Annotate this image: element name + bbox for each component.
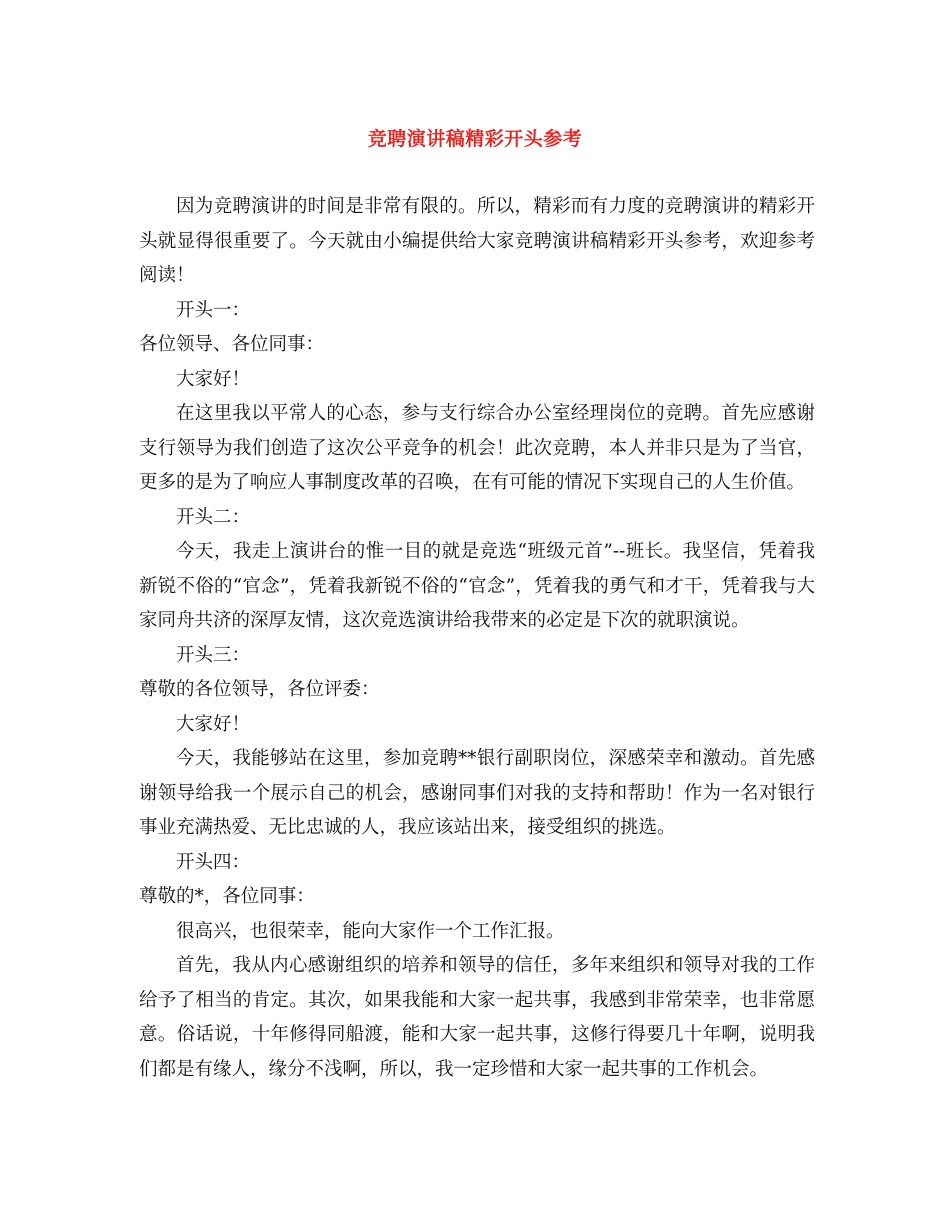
salutation: 各位领导、各位同事：: [139, 334, 325, 355]
document-title: 竞聘演讲稿精彩开头参考: [367, 128, 583, 150]
section-heading-1: 开头一：: [176, 299, 251, 321]
paragraph: 今天，我能够站在这里，参加竞聘**银行副职岗位，深感荣幸和激动。首先感谢领导给我一个展示自己的机会，感谢同事们对我的支持和帮助！作为一名对银行事业充满热爱、无比忠诚的人，我应该站出来，接受组织的挑选。: [139, 748, 815, 838]
paragraph: 今天，我走上演讲台的惟一目的就是竞选“班级元首”--班长。我坚信，凭着我新锐不俗的“官念”，凭着我新锐不俗的“官念”，凭着我的勇气和才干，凭着我与大家同舟共济的深厚友情，这次竞选演讲给我带来的必定是下次的就职演说。: [139, 541, 815, 631]
greeting: 大家好！: [176, 713, 251, 735]
section-heading-2: 开头二：: [176, 506, 251, 528]
paragraph: 在这里我以平常人的心态，参与支行综合办公室经理岗位的竞聘。首先应感谢支行领导为我们创造了这次公平竞争的机会！此次竞聘，本人并非只是为了当官，更多的是为了响应人事制度改革的召唤，在有可能的情况下实现自己的人生价值。: [139, 403, 815, 493]
paragraph: 很高兴，也很荣幸，能向大家作一个工作汇报。: [176, 920, 565, 942]
paragraph: 首先，我从内心感谢组织的培养和领导的信任，多年来组织和领导对我的工作给予了相当的肯定。其次，如果我能和大家一起共事，我感到非常荣幸，也非常愿意。俗话说，十年修得同船渡，能和大家一起共事，这修行得要几十年啊，说明我们都是有缘人，缘分不浅啊，所以，我一定珍惜和大家一起共事的工作机会。: [139, 955, 815, 1080]
section-heading-4: 开头四：: [176, 851, 251, 873]
salutation: 尊敬的*，各位同事：: [139, 886, 315, 907]
paragraph-intro: 因为竞聘演讲的时间是非常有限的。所以，精彩而有力度的竞聘演讲的精彩开头就显得很重要了。今天就由小编提供给大家竞聘演讲稿精彩开头参考，欢迎参考阅读！: [139, 196, 815, 286]
greeting: 大家好！: [176, 368, 251, 390]
document-body: [139, 190, 815, 1087]
salutation: 尊敬的各位领导，各位评委：: [139, 679, 380, 700]
section-heading-3: 开头三：: [176, 644, 251, 666]
